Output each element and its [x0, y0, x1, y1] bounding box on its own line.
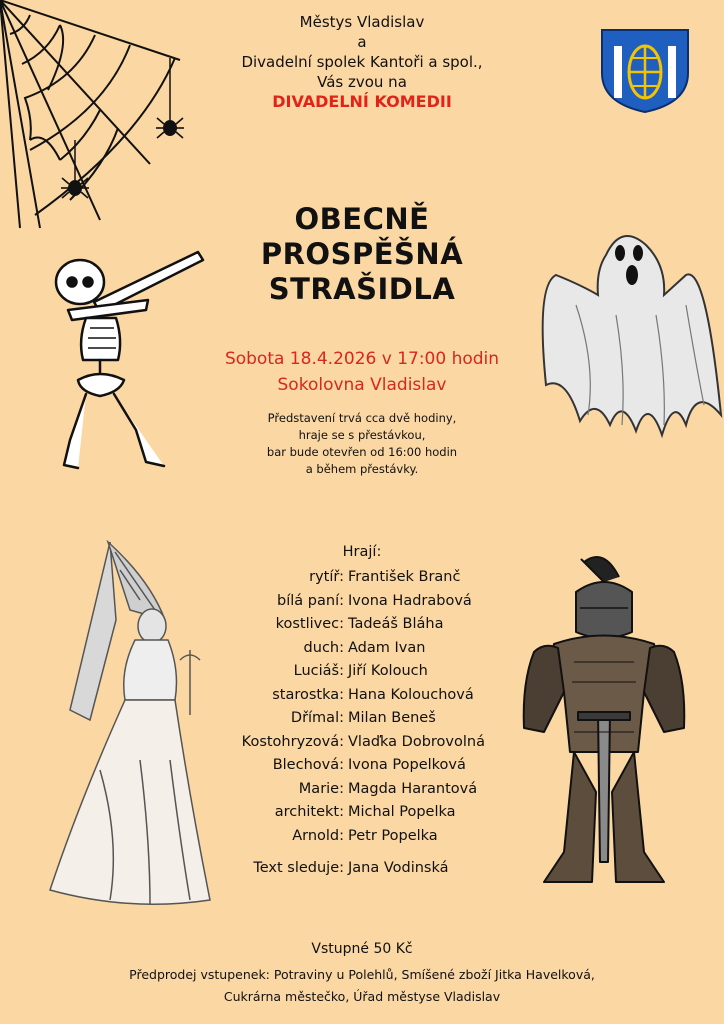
cast-row — [214, 637, 514, 661]
intro-block — [180, 12, 544, 112]
prompter-row — [214, 860, 514, 876]
organizer-theatre: Divadelní spolek Kantoři a spol., — [241, 53, 483, 71]
cast-role: starostka: — [272, 686, 344, 703]
cast-row — [214, 660, 514, 684]
cast-row — [214, 684, 514, 708]
cast-row — [214, 825, 514, 849]
cast-row — [214, 801, 514, 825]
cast-role: bílá paní: — [277, 592, 344, 609]
cast-heading: Hrají: — [342, 544, 382, 560]
cast-actor: Vlaďka Dobrovolná — [348, 733, 485, 750]
genre-heading: DIVADELNÍ KOMEDII — [272, 92, 452, 111]
event-details — [180, 346, 544, 398]
cast-role: Arnold: — [292, 827, 344, 844]
cast-row — [214, 778, 514, 802]
event-datetime: Sobota 18.4.2026 v 17:00 hodin — [224, 349, 500, 369]
info-line: Představení trvá cca dvě hodiny, — [267, 411, 457, 425]
event-venue: Sokolovna Vladislav — [277, 375, 447, 395]
title-line: OBECNĚ — [294, 202, 430, 236]
cast-row — [214, 731, 514, 755]
cast-actor: Ivona Hadrabová — [348, 592, 472, 609]
cast-actor: Hana Kolouchová — [348, 686, 474, 703]
cast-row — [214, 707, 514, 731]
cast-actor: Tadeáš Bláha — [348, 616, 444, 632]
title-line: PROSPĚŠNÁ — [260, 237, 464, 271]
cast-actor: František Branč — [348, 569, 461, 585]
performance-info — [200, 410, 524, 478]
cast-row — [214, 590, 514, 614]
cast-row — [214, 613, 514, 637]
presale-line: Předprodej vstupenek: Potraviny u Polehlů, Smíšené zboží Jitka Havelková, — [129, 967, 595, 982]
cast-actor: Petr Popelka — [348, 827, 438, 844]
cast-role: kostlivec: — [275, 616, 344, 632]
prompter-role: Text sleduje: — [253, 860, 344, 876]
cast-actor: Michal Popelka — [348, 804, 456, 820]
white-lady-icon — [40, 540, 225, 914]
cast-role: Luciáš: — [293, 663, 344, 679]
coat-of-arms-icon — [600, 28, 690, 114]
cast-actor: Milan Beneš — [348, 710, 436, 726]
play-title — [210, 202, 514, 307]
cast-row — [214, 754, 514, 778]
cast-role: Marie: — [298, 780, 344, 797]
cast-list — [214, 566, 514, 848]
footer — [40, 938, 684, 1008]
cast-actor: Magda Harantová — [348, 780, 478, 797]
invitation-text: Vás zvou na — [317, 73, 407, 91]
knight-icon — [514, 552, 694, 892]
cast-role: Kostohryzová: — [241, 733, 344, 750]
ghost-icon — [536, 225, 724, 440]
cast-role: Blechová: — [272, 757, 344, 773]
cast-role: duch: — [303, 639, 344, 656]
organizer-town: Městys Vladislav — [299, 13, 425, 31]
info-line: a během přestávky. — [305, 462, 419, 476]
cast-row — [214, 566, 514, 590]
spider-icon — [60, 140, 90, 202]
cast-role: Dřímal: — [290, 710, 344, 726]
info-line: bar bude otevřen od 16:00 hodin — [266, 445, 458, 459]
title-line: STRAŠIDLA — [268, 272, 456, 306]
cast-actor: Ivona Popelková — [348, 757, 466, 773]
presale-line: Cukrárna městečko, Úřad městyse Vladislav — [223, 989, 501, 1004]
conjunction: a — [357, 33, 367, 51]
prompter-name: Jana Vodinská — [348, 860, 449, 876]
cast-role: architekt: — [274, 804, 344, 820]
info-line: hraje se s přestávkou, — [298, 428, 426, 442]
cast-actor: Jiří Kolouch — [348, 663, 428, 679]
cast-actor: Adam Ivan — [348, 639, 426, 656]
cast-role: rytíř: — [309, 569, 344, 585]
ticket-price: Vstupné 50 Kč — [311, 941, 413, 957]
